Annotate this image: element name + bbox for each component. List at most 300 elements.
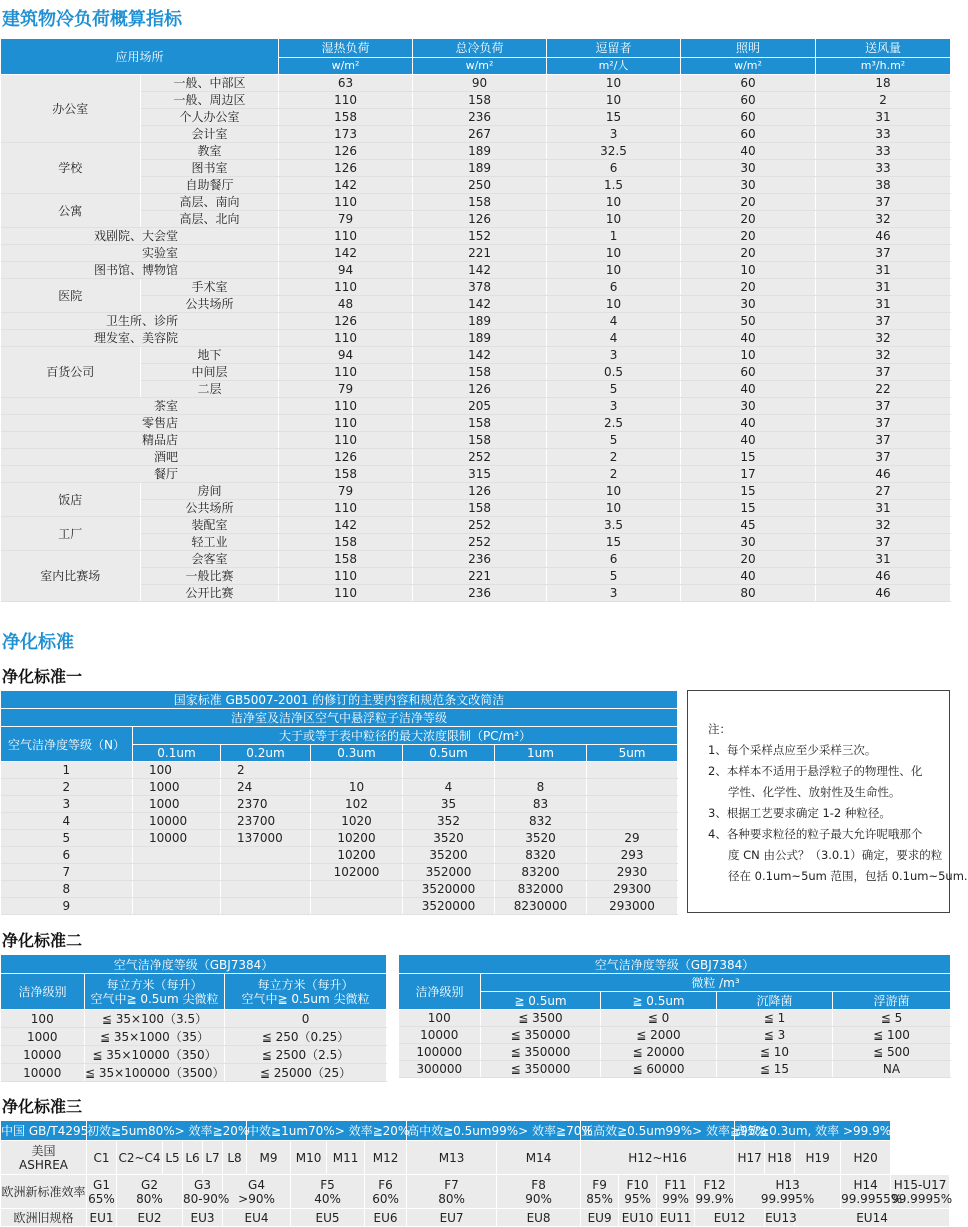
- place-label: 高层、北向: [141, 211, 279, 228]
- value-cell: 142: [279, 245, 413, 262]
- table-row: [1, 347, 951, 364]
- unit-header: w/m²: [279, 58, 413, 75]
- value-cell: 22: [816, 381, 951, 398]
- value-cell: 102000: [311, 864, 403, 881]
- value-cell: 31: [816, 109, 951, 126]
- value-cell: 10: [547, 483, 681, 500]
- place-label: 高层、南向: [141, 194, 279, 211]
- value-cell: 5: [547, 432, 681, 449]
- value-cell: 83200: [495, 864, 587, 881]
- table-row: [1, 415, 951, 432]
- value-cell: 94: [279, 262, 413, 279]
- value-cell: 1000: [1, 1028, 85, 1046]
- value-cell: 30: [681, 534, 816, 551]
- table-row: [399, 1044, 951, 1061]
- value-cell: 293000: [587, 898, 678, 915]
- value-cell: [365, 1175, 407, 1209]
- value-cell: ≦ 35×100（3.5）: [85, 1010, 225, 1028]
- value-cell: 9: [1, 898, 133, 915]
- value-cell: 100: [1, 1010, 85, 1028]
- table-row: [1, 262, 951, 279]
- table-row: [1, 483, 951, 500]
- value-cell: ≦ 1: [717, 1010, 833, 1027]
- value-cell: 832: [495, 813, 587, 830]
- value-cell: 31: [816, 279, 951, 296]
- value-cell: ≦ 250（0.25）: [225, 1028, 387, 1046]
- table-row: [1, 568, 951, 585]
- value-cell: [221, 881, 311, 898]
- value-cell: M10: [291, 1141, 327, 1175]
- value-cell: 37: [816, 432, 951, 449]
- value-cell: ≦ 350000: [481, 1027, 601, 1044]
- value-cell: ≦ 10: [717, 1044, 833, 1061]
- value-cell: [403, 762, 495, 779]
- value-cell: [183, 1175, 230, 1209]
- table-row: [1, 313, 951, 330]
- value-cell: ≦ 2500（2.5）: [225, 1046, 387, 1064]
- eu-new-eff: 65%: [88, 1191, 115, 1206]
- value-cell: 37: [816, 313, 951, 330]
- note-line: 度 CN 由公式？（3.0.1）确定，要求的粒: [728, 848, 943, 862]
- value-cell: 15: [547, 534, 681, 551]
- value-cell: 100: [133, 762, 221, 779]
- eu-new-eff: 99.995%: [760, 1191, 815, 1206]
- value-cell: 32.5: [547, 143, 681, 160]
- table-row: [1, 330, 951, 347]
- table-row: [1, 296, 951, 313]
- table-row: [1, 500, 951, 517]
- unit-header: w/m²: [413, 58, 547, 75]
- value-cell: H12~H16: [581, 1141, 735, 1175]
- value-cell: 1020: [311, 813, 403, 830]
- value-cell: ≦ 0: [601, 1010, 717, 1027]
- value-cell: L8: [223, 1141, 247, 1175]
- eu-new-eff: >90%: [238, 1191, 275, 1206]
- value-cell: 10: [311, 779, 403, 796]
- eu-new-code: F7: [444, 1177, 459, 1192]
- value-cell: 94: [279, 347, 413, 364]
- value-cell: 15: [681, 449, 816, 466]
- table-row: [1, 398, 951, 415]
- std1-caption2: 洁净室及洁净区空气中悬浮粒子洁净等级: [1, 709, 678, 727]
- col-header: 送风量: [816, 39, 951, 58]
- value-cell: 32: [816, 211, 951, 228]
- eu-new-code: G1: [93, 1177, 110, 1192]
- table-row: [1, 381, 951, 398]
- row-label: 欧洲新标准效率: [1, 1175, 87, 1209]
- value-cell: EU1: [87, 1209, 117, 1227]
- table-row: [1, 1064, 387, 1082]
- value-cell: 10200: [311, 830, 403, 847]
- eu-new-eff: 90%: [525, 1191, 552, 1206]
- value-cell: EU3: [183, 1209, 223, 1227]
- value-cell: 37: [816, 415, 951, 432]
- value-cell: M12: [365, 1141, 407, 1175]
- table-row: [1, 830, 678, 847]
- value-cell: ≦ 15: [717, 1061, 833, 1078]
- eu-new-code: F11: [664, 1177, 687, 1192]
- value-cell: 79: [279, 211, 413, 228]
- value-cell: 33: [816, 143, 951, 160]
- eu-new-eff: 99.9%: [695, 1191, 734, 1206]
- value-cell: EU5: [291, 1209, 365, 1227]
- eu-new-eff: 95%: [624, 1191, 651, 1206]
- value-cell: 110: [279, 92, 413, 109]
- value-cell: [221, 847, 311, 864]
- value-cell: 40: [681, 415, 816, 432]
- place-label: 装配室: [141, 517, 279, 534]
- value-cell: 378: [413, 279, 547, 296]
- table-row: [1, 126, 951, 143]
- table-row: [1, 449, 951, 466]
- value-cell: 33: [816, 126, 951, 143]
- place-label: 自助餐厅: [141, 177, 279, 194]
- value-cell: [311, 881, 403, 898]
- value-cell: [311, 898, 403, 915]
- eu-new-eff: 80-90%: [183, 1191, 230, 1206]
- value-cell: 15: [681, 500, 816, 517]
- value-cell: 4: [547, 330, 681, 347]
- eu-new-eff: 40%: [314, 1191, 341, 1206]
- value-cell: ≦ 350000: [481, 1061, 601, 1078]
- value-cell: 37: [816, 245, 951, 262]
- value-cell: 158: [413, 364, 547, 381]
- value-cell: ≦ 350000: [481, 1044, 601, 1061]
- value-cell: 10: [547, 296, 681, 313]
- value-cell: [495, 762, 587, 779]
- value-cell: 110: [279, 194, 413, 211]
- place-label: 餐厅: [1, 466, 279, 483]
- std1-limit-header: 大于或等于表中粒径的最大浓度限制（PC/m²）: [133, 727, 678, 745]
- value-cell: 3520000: [403, 898, 495, 915]
- value-cell: [223, 1175, 291, 1209]
- value-cell: EU9: [581, 1209, 619, 1227]
- value-cell: [891, 1175, 953, 1209]
- place-label: 会计室: [141, 126, 279, 143]
- table-row: [1, 211, 951, 228]
- group-label: 饭店: [1, 483, 141, 517]
- value-cell: 29300: [587, 881, 678, 898]
- value-cell: 2.5: [547, 415, 681, 432]
- value-cell: 832000: [495, 881, 587, 898]
- value-cell: [587, 813, 678, 830]
- value-cell: 8: [495, 779, 587, 796]
- value-cell: [657, 1175, 695, 1209]
- eu-new-eff: 80%: [136, 1191, 163, 1206]
- table-row: [1, 92, 951, 109]
- table-row: [1, 898, 678, 915]
- value-cell: 2: [547, 449, 681, 466]
- value-cell: 31: [816, 262, 951, 279]
- table-row: [399, 1010, 951, 1027]
- size-header: 1um: [495, 745, 587, 762]
- value-cell: 189: [413, 143, 547, 160]
- value-cell: EU6: [365, 1209, 407, 1227]
- group-label: 公寓: [1, 194, 141, 228]
- value-cell: [221, 864, 311, 881]
- value-cell: 30: [681, 398, 816, 415]
- table-row: [1, 517, 951, 534]
- value-cell: 1: [1, 762, 133, 779]
- notes-title: 注：: [708, 722, 731, 736]
- value-cell: 110: [279, 432, 413, 449]
- value-cell: 5: [547, 381, 681, 398]
- value-cell: 110: [279, 228, 413, 245]
- value-cell: 40: [681, 432, 816, 449]
- table-row: [1, 813, 678, 830]
- value-cell: 315: [413, 466, 547, 483]
- value-cell: 40: [681, 381, 816, 398]
- value-cell: 2930: [587, 864, 678, 881]
- table-row: [399, 1061, 951, 1078]
- value-cell: [619, 1175, 657, 1209]
- std2a-col1: 洁净级别: [1, 974, 85, 1010]
- place-label: 二层: [141, 381, 279, 398]
- value-cell: 8320: [495, 847, 587, 864]
- group-label: 学校: [1, 143, 141, 194]
- eu-new-eff: 99.9955%: [841, 1191, 903, 1206]
- value-cell: [87, 1175, 117, 1209]
- value-cell: H19: [795, 1141, 841, 1175]
- table-row: [1, 551, 951, 568]
- ashrae-label2: ASHREA: [19, 1157, 68, 1172]
- value-cell: 126: [279, 449, 413, 466]
- eu-new-code: H15-U17: [893, 1177, 947, 1192]
- value-cell: 83: [495, 796, 587, 813]
- table-row: [1, 109, 951, 126]
- value-cell: 205: [413, 398, 547, 415]
- value-cell: 10: [547, 500, 681, 517]
- note-line: 学性、化学性、放射性及生命性。: [728, 785, 901, 799]
- col-header: 中效≧1um70%> 效率≧20%: [247, 1121, 407, 1141]
- value-cell: 20: [681, 279, 816, 296]
- section-title-purify: 净化标准: [2, 632, 74, 653]
- value-cell: 20: [681, 211, 816, 228]
- value-cell: ≦ 60000: [601, 1061, 717, 1078]
- col-header: 亚高效≧0.5um99%> 效率≧95%: [581, 1121, 735, 1141]
- value-cell: 50: [681, 313, 816, 330]
- value-cell: 158: [413, 92, 547, 109]
- table-row: [1, 194, 951, 211]
- value-cell: 0.5: [547, 364, 681, 381]
- value-cell: 2: [1, 779, 133, 796]
- value-cell: 158: [279, 551, 413, 568]
- eu-new-eff: 60%: [372, 1191, 399, 1206]
- value-cell: 10: [547, 211, 681, 228]
- value-cell: 30: [681, 296, 816, 313]
- eu-new-eff: 85%: [586, 1191, 613, 1206]
- value-cell: 38: [816, 177, 951, 194]
- value-cell: 4: [403, 779, 495, 796]
- value-cell: 2: [816, 92, 951, 109]
- std2b-col1: 洁净级别: [399, 974, 481, 1010]
- value-cell: 2: [221, 762, 311, 779]
- eu-new-code: H14: [853, 1177, 878, 1192]
- place-label: 公开比赛: [141, 585, 279, 602]
- note-line: 4、各种要求粒径的粒子最大允许呢哦那个: [708, 827, 923, 841]
- place-label: 图书馆、博物馆: [1, 262, 279, 279]
- value-cell: EU14: [795, 1209, 950, 1227]
- value-cell: [735, 1175, 841, 1209]
- table-row: [1, 1010, 387, 1028]
- value-cell: 37: [816, 449, 951, 466]
- place-label: 公共场所: [141, 500, 279, 517]
- value-cell: 110: [279, 279, 413, 296]
- value-cell: 158: [279, 109, 413, 126]
- value-cell: 110: [279, 585, 413, 602]
- table-row: [1, 779, 678, 796]
- value-cell: 3520: [403, 830, 495, 847]
- value-cell: 10: [547, 262, 681, 279]
- value-cell: 142: [413, 262, 547, 279]
- place-label: 房间: [141, 483, 279, 500]
- section-title-load: 建筑物冷负荷概算指标: [2, 9, 182, 30]
- value-cell: EU4: [223, 1209, 291, 1227]
- value-cell: EU7: [407, 1209, 497, 1227]
- table-row: [1, 864, 678, 881]
- eu-new-code: H13: [775, 1177, 800, 1192]
- value-cell: 126: [413, 381, 547, 398]
- unit-header: m²/人: [547, 58, 681, 75]
- eu-new-code: G3: [194, 1177, 211, 1192]
- value-cell: 3: [1, 796, 133, 813]
- filter-efficiency-table: [0, 1120, 953, 1227]
- value-cell: 6: [547, 160, 681, 177]
- value-cell: 126: [413, 483, 547, 500]
- value-cell: [695, 1175, 735, 1209]
- size-header: 0.1um: [133, 745, 221, 762]
- value-cell: 46: [816, 568, 951, 585]
- table-row: [1, 160, 951, 177]
- unit-header: m³/h.m²: [816, 58, 951, 75]
- subsection-title-std1: 净化标准一: [2, 667, 83, 686]
- value-cell: 100000: [399, 1044, 481, 1061]
- value-cell: 63: [279, 75, 413, 92]
- value-cell: 267: [413, 126, 547, 143]
- value-cell: 158: [413, 415, 547, 432]
- value-cell: 40: [681, 330, 816, 347]
- value-cell: 20: [681, 194, 816, 211]
- col-header: ≧ 0.5um: [481, 992, 601, 1010]
- value-cell: 32: [816, 347, 951, 364]
- value-cell: 158: [413, 194, 547, 211]
- value-cell: 3520000: [403, 881, 495, 898]
- value-cell: 100: [399, 1010, 481, 1027]
- place-label: 个人办公室: [141, 109, 279, 126]
- value-cell: 236: [413, 109, 547, 126]
- std2b-unit: 微粒 /m³: [481, 974, 951, 992]
- value-cell: 250: [413, 177, 547, 194]
- value-cell: 40: [681, 143, 816, 160]
- value-cell: 10000: [399, 1027, 481, 1044]
- value-cell: 10000: [1, 1064, 85, 1082]
- place-label: 理发室、美容院: [1, 330, 279, 347]
- value-cell: 37: [816, 194, 951, 211]
- value-cell: ≦ 3500: [481, 1010, 601, 1027]
- value-cell: 10: [681, 347, 816, 364]
- value-cell: 10: [547, 194, 681, 211]
- value-cell: 60: [681, 126, 816, 143]
- value-cell: 10000: [1, 1046, 85, 1064]
- value-cell: 293: [587, 847, 678, 864]
- value-cell: L6: [183, 1141, 203, 1175]
- value-cell: 3.5: [547, 517, 681, 534]
- value-cell: 35: [403, 796, 495, 813]
- eu-new-eff: 80%: [438, 1191, 465, 1206]
- place-label: 中间层: [141, 364, 279, 381]
- value-cell: 37: [816, 398, 951, 415]
- value-cell: 37: [816, 364, 951, 381]
- table-row: [1, 762, 678, 779]
- eu-new-code: F5: [320, 1177, 335, 1192]
- size-header: 0.5um: [403, 745, 495, 762]
- value-cell: 24: [221, 779, 311, 796]
- group-label: 办公室: [1, 75, 141, 143]
- place-label: 公共场所: [141, 296, 279, 313]
- place-label: 图书室: [141, 160, 279, 177]
- value-cell: 0: [225, 1010, 387, 1028]
- value-cell: 8230000: [495, 898, 587, 915]
- table-row: [1, 177, 951, 194]
- place-label: 教室: [141, 143, 279, 160]
- value-cell: 32: [816, 517, 951, 534]
- value-cell: 2: [547, 466, 681, 483]
- value-cell: [133, 881, 221, 898]
- value-cell: EU13: [765, 1210, 797, 1225]
- value-cell: ≦ 35×10000（350）: [85, 1046, 225, 1064]
- table-row: [1, 279, 951, 296]
- place-label: 卫生所、诊所: [1, 313, 279, 330]
- value-cell: 1000: [133, 779, 221, 796]
- note-line: 径在 0.1um~5um 范围，包括 0.1um~5um.: [728, 869, 968, 883]
- value-cell: M9: [247, 1141, 291, 1175]
- value-cell: 80: [681, 585, 816, 602]
- value-cell: 46: [816, 466, 951, 483]
- value-cell: 252: [413, 534, 547, 551]
- group-label: 百货公司: [1, 347, 141, 398]
- value-cell: [117, 1175, 183, 1209]
- value-cell: [587, 796, 678, 813]
- std2a-col3a: 每立方米（每升）: [257, 977, 354, 992]
- value-cell: EU10: [619, 1209, 657, 1227]
- value-cell: ≦ 3: [717, 1027, 833, 1044]
- value-cell: C2~C4: [117, 1141, 163, 1175]
- value-cell: 20: [681, 245, 816, 262]
- col-header: 湿热负荷: [279, 39, 413, 58]
- note-line: 3、根据工艺要求确定 1-2 种粒径。: [708, 806, 891, 820]
- table-row: [1, 796, 678, 813]
- value-cell: 352: [403, 813, 495, 830]
- value-cell: 8: [1, 881, 133, 898]
- col-header: 初效≧5um80%> 效率≧20%: [87, 1121, 247, 1141]
- std2a-col3b: 空气中≧ 0.5um 尖微粒: [241, 991, 370, 1006]
- value-cell: 5: [547, 568, 681, 585]
- table-row: [1, 466, 951, 483]
- row-label: 欧洲旧规格: [1, 1209, 87, 1227]
- value-cell: [497, 1175, 581, 1209]
- value-cell: 20: [681, 551, 816, 568]
- value-cell: 15: [681, 483, 816, 500]
- std2b-caption: 空气洁净度等级（GBJ7384）: [399, 955, 951, 974]
- place-label: 会客室: [141, 551, 279, 568]
- value-cell: [291, 1175, 365, 1209]
- value-cell: [841, 1175, 903, 1209]
- value-cell: M11: [327, 1141, 365, 1175]
- value-cell: ≦ 35×1000（35）: [85, 1028, 225, 1046]
- place-label: 精品店: [1, 432, 279, 449]
- value-cell: 30: [681, 160, 816, 177]
- value-cell: 10000: [133, 830, 221, 847]
